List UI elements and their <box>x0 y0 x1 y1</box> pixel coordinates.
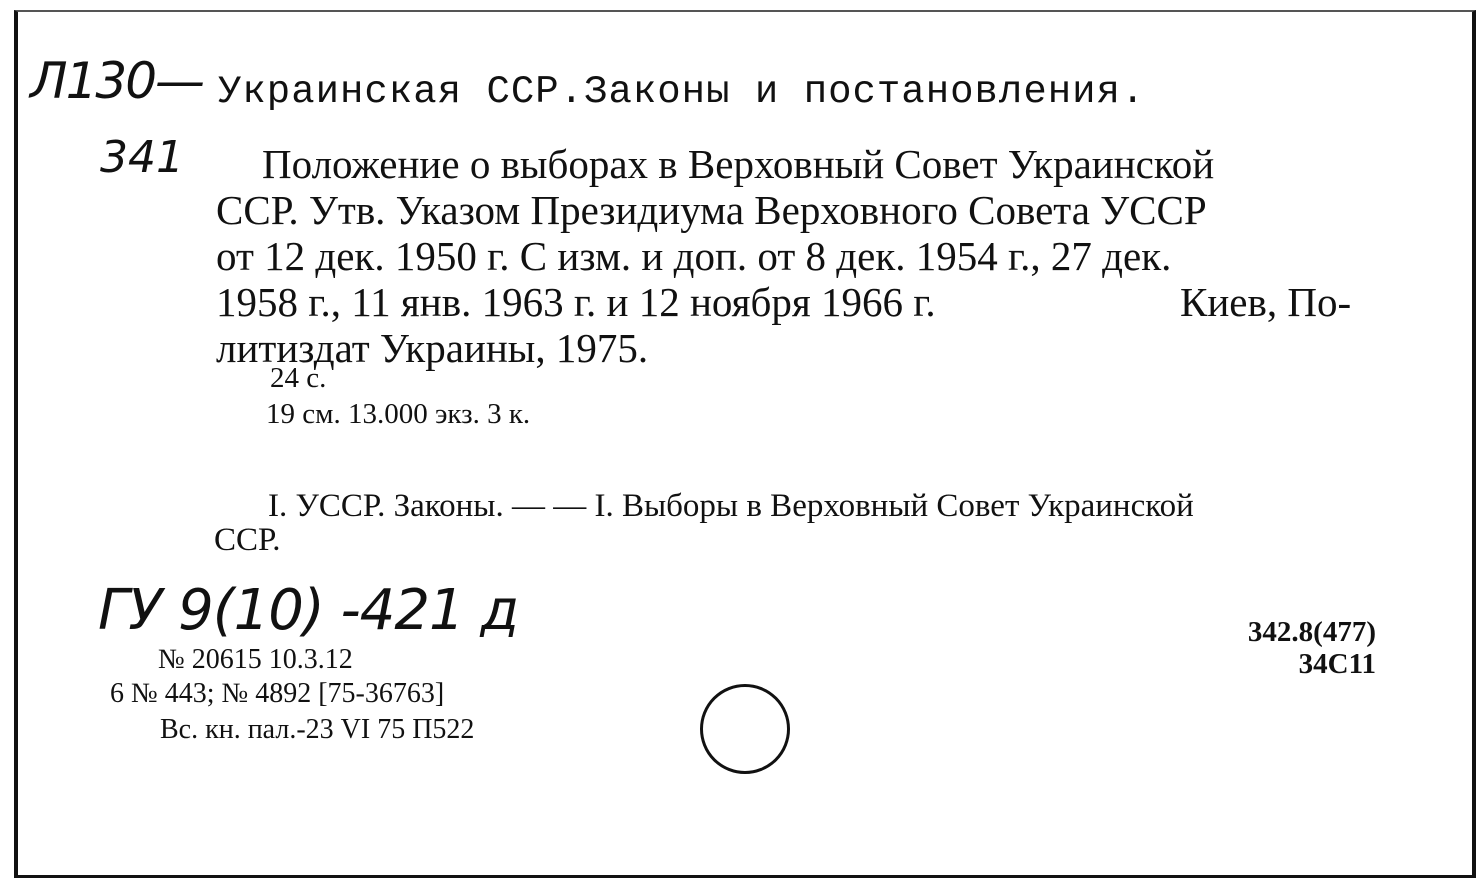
page-count: 24 с. <box>270 362 327 394</box>
description-line-3: от 12 дек. 1950 г. С изм. и доп. от 8 дек. 1954 г., 27 дек. <box>216 233 1172 279</box>
card-heading: Украинская ССР.Законы и постановления. <box>218 70 1146 114</box>
udc-index: 342.8(477) <box>1247 616 1376 648</box>
publication-place: Киев, По- <box>1180 279 1352 325</box>
description-line-2: ССР. Утв. Указом Президиума Верховного Совета УССР <box>216 187 1207 233</box>
order-numbers: 6 № 443; № 4892 [75-36763] <box>110 678 445 709</box>
tracing-line-1: I. УССР. Законы. — — I. Выборы в Верховный Совет Украинской <box>268 488 1194 524</box>
size-print-run-price: 19 см. 13.000 экз. 3 к. <box>266 398 531 430</box>
tracing-line-2: ССР. <box>214 522 281 558</box>
call-number-top: Л130— <box>30 52 204 110</box>
bbk-index: 34С11 <box>1298 648 1376 680</box>
card-punch-hole <box>700 684 790 774</box>
description-line-4: 1958 г., 11 янв. 1963 г. и 12 ноября 1966 г. <box>216 279 936 325</box>
registration-number: № 20615 10.3.12 <box>158 644 353 675</box>
description-line-5: литиздат Украины, 1975. <box>216 325 649 371</box>
book-chamber-mark: Вс. кн. пал.-23 VI 75 П522 <box>160 714 475 745</box>
shelf-mark: ГУ 9(10) -421 д <box>98 578 519 643</box>
call-number-bottom: 341 <box>100 132 184 183</box>
description-line-1: Положение о выборах в Верховный Совет Украинской <box>262 141 1215 187</box>
